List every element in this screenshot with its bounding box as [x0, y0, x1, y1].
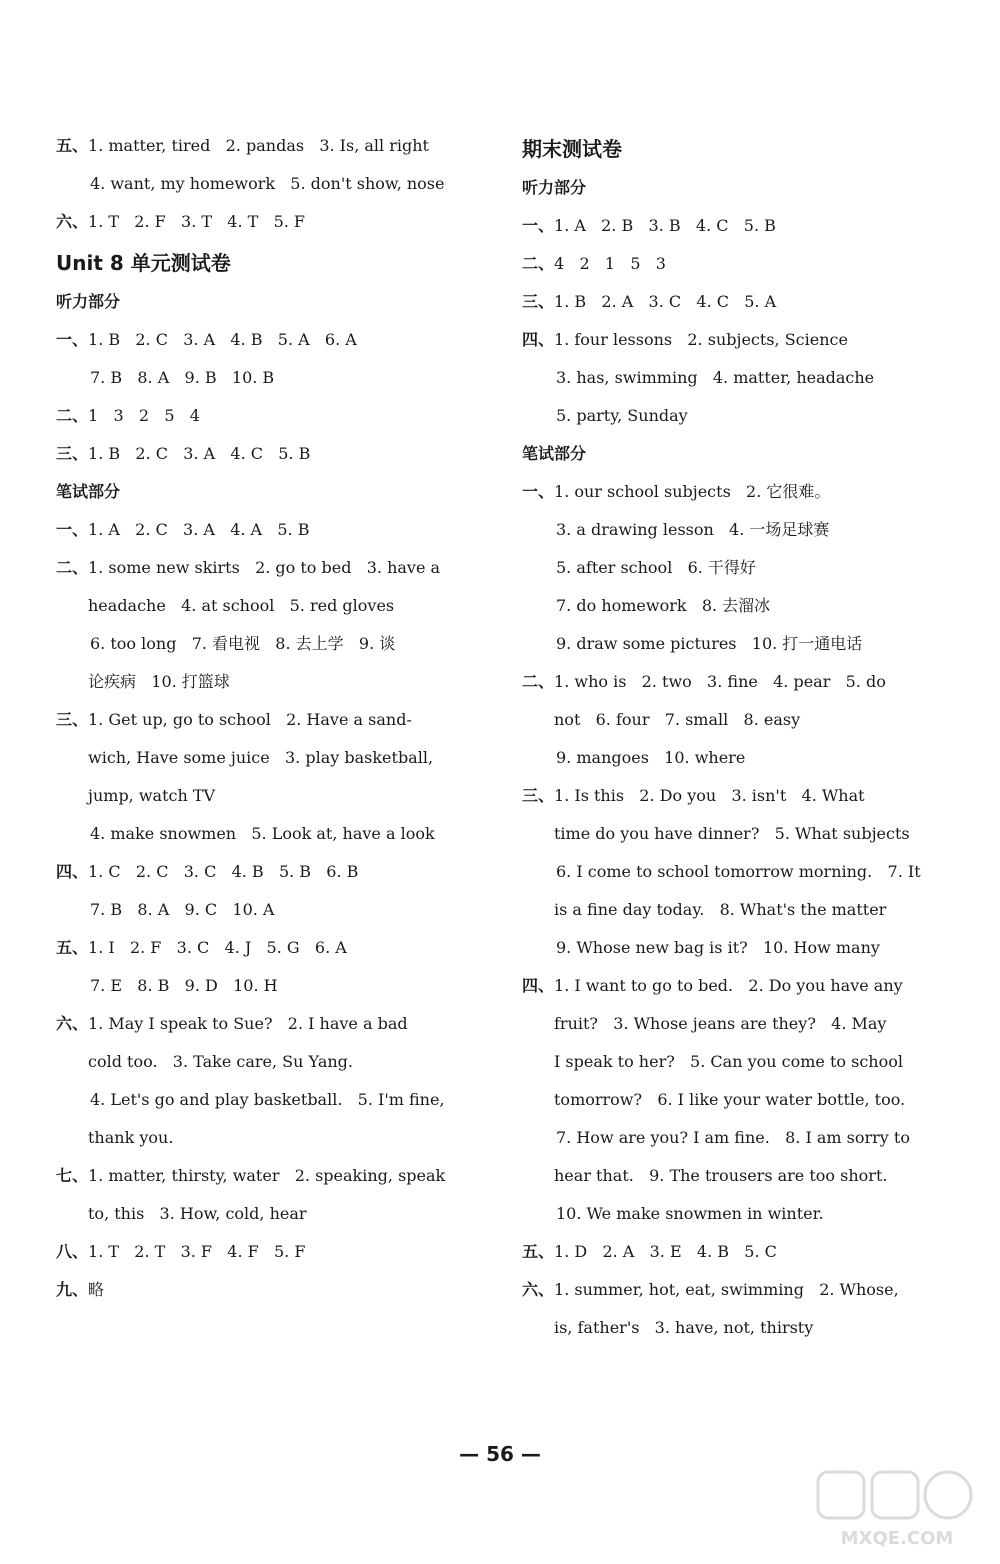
answer-line — [56, 625, 446, 663]
answer-line — [56, 891, 446, 929]
answer-line — [522, 1233, 902, 1271]
section-title: 期末测试卷 — [522, 137, 622, 161]
answer-line — [522, 777, 902, 815]
right-column — [522, 127, 921, 1347]
question-group-label: 六、 — [522, 1280, 555, 1299]
question-group-label: 四、 — [522, 330, 555, 349]
answer-line — [522, 473, 902, 511]
answer-text: headache 4. at school 5. red gloves — [88, 596, 395, 615]
answer-text: 7. E 8. B 9. D 10. H — [90, 976, 278, 995]
answer-text: 1. matter, thirsty, water 2. speaking, speak — [88, 1166, 446, 1185]
answer-line — [56, 777, 446, 815]
answer-line — [522, 587, 902, 625]
answer-line — [56, 1005, 446, 1043]
answer-line — [522, 815, 910, 853]
answer-line — [522, 283, 902, 321]
question-group-label: 六、 — [56, 1014, 89, 1033]
answer-text: 7. B 8. A 9. C 10. A — [90, 900, 275, 919]
answer-text: 1. matter, tired 2. pandas 3. Is, all right — [88, 136, 429, 155]
answer-text: 1. A 2. C 3. A 4. A 5. B — [88, 520, 310, 539]
answer-text: 1. B 2. C 3. A 4. B 5. A 6. A — [88, 330, 357, 349]
answer-line — [56, 663, 446, 701]
question-group-label: 一、 — [522, 482, 555, 501]
answer-text: 4. make snowmen 5. Look at, have a look — [90, 824, 435, 843]
answer-text: time do you have dinner? 5. What subjects — [554, 824, 910, 843]
answer-text: 1. I want to go to bed. 2. Do you have any — [554, 976, 903, 995]
answer-text: 5. after school 6. 干得好 — [556, 558, 756, 577]
answer-text: 1. B 2. A 3. C 4. C 5. A — [554, 292, 777, 311]
answer-line — [56, 1195, 446, 1233]
answer-text: 3. has, swimming 4. matter, headache — [556, 368, 875, 387]
answer-text: tomorrow? 6. I like your water bottle, too. — [554, 1090, 906, 1109]
answer-line — [522, 967, 902, 1005]
answer-text: 4. want, my homework 5. don't show, nose — [90, 174, 445, 193]
question-group-label: 五、 — [56, 136, 89, 155]
answer-text: 7. How are you? I am fine. 8. I am sorry to — [556, 1128, 910, 1147]
subsection-heading: 听力部分 — [56, 292, 121, 311]
answer-text: 6. I come to school tomorrow morning. 7. It — [556, 862, 921, 881]
answer-text: 9. Whose new bag is it? 10. How many — [556, 938, 880, 957]
answer-line — [522, 929, 902, 967]
subsection-heading: 笔试部分 — [56, 482, 121, 501]
answer-line — [522, 1043, 902, 1081]
answer-text: 4 2 1 5 3 — [554, 254, 666, 273]
answer-text: 5. party, Sunday — [556, 406, 688, 425]
answer-text: 9. draw some pictures 10. 打一通电话 — [556, 634, 863, 653]
section-title: Unit 8 单元测试卷 — [56, 251, 231, 275]
answer-line — [522, 321, 902, 359]
answer-line — [522, 207, 902, 245]
answer-line — [522, 245, 902, 283]
answer-line — [522, 625, 902, 663]
answer-text: 1. May I speak to Sue? 2. I have a bad — [88, 1014, 408, 1033]
answer-text: hear that. 9. The trousers are too short. — [554, 1166, 888, 1185]
answer-text: 1. D 2. A 3. E 4. B 5. C — [554, 1242, 777, 1261]
answer-text: is a fine day today. 8. What's the matter — [554, 900, 887, 919]
answer-text: 1. four lessons 2. subjects, Science — [554, 330, 848, 349]
subsection-heading: 笔试部分 — [522, 444, 587, 463]
question-group-label: 三、 — [522, 292, 555, 311]
question-group-label: 一、 — [56, 330, 89, 349]
answer-text: 1. T 2. T 3. F 4. F 5. F — [88, 1242, 306, 1261]
answer-text: 7. B 8. A 9. B 10. B — [90, 368, 275, 387]
svg-text:MXQE.COM: MXQE.COM — [840, 1528, 954, 1549]
question-group-label: 二、 — [56, 558, 89, 577]
answer-line — [522, 853, 921, 891]
question-group-label: 八、 — [56, 1242, 89, 1261]
answer-text: 1. I 2. F 3. C 4. J 5. G 6. A — [88, 938, 347, 957]
answer-line — [56, 1081, 446, 1119]
subsection-heading: 听力部分 — [522, 178, 587, 197]
answer-line — [522, 359, 902, 397]
question-group-label: 三、 — [56, 710, 89, 729]
answer-text: to, this 3. How, cold, hear — [88, 1204, 307, 1223]
answer-line — [56, 1157, 446, 1195]
answer-text: 1. summer, hot, eat, swimming 2. Whose, — [554, 1280, 899, 1299]
answer-text: 1. who is 2. two 3. fine 4. pear 5. do — [554, 672, 886, 691]
answer-line — [56, 435, 446, 473]
answer-line — [56, 511, 446, 549]
answer-line — [522, 701, 902, 739]
answer-text: 论疾病 10. 打篮球 — [88, 672, 230, 691]
left-column — [56, 127, 446, 1309]
answer-text: not 6. four 7. small 8. easy — [554, 710, 801, 729]
answer-text: 1. B 2. C 3. A 4. C 5. B — [88, 444, 311, 463]
question-group-label: 一、 — [522, 216, 555, 235]
answer-line — [522, 1157, 902, 1195]
answer-text: 1. Is this 2. Do you 3. isn't 4. What — [554, 786, 865, 805]
answer-line — [56, 359, 446, 397]
answer-text: fruit? 3. Whose jeans are they? 4. May — [554, 1014, 887, 1033]
question-group-label: 四、 — [56, 862, 89, 881]
question-group-label: 九、 — [56, 1280, 89, 1299]
answer-text: 1. T 2. F 3. T 4. T 5. F — [88, 212, 306, 231]
answer-text: jump, watch TV — [88, 786, 216, 805]
answer-line — [522, 891, 902, 929]
answer-line — [56, 549, 446, 587]
page-number: — 56 — — [459, 1442, 541, 1466]
answer-text: is, father's 3. have, not, thirsty — [554, 1318, 814, 1337]
answer-text: 1. our school subjects 2. 它很难。 — [554, 482, 831, 501]
answer-line — [522, 397, 902, 435]
answer-text: 1. A 2. B 3. B 4. C 5. B — [554, 216, 776, 235]
question-group-label: 四、 — [522, 976, 555, 995]
answer-line — [522, 1309, 902, 1347]
answer-text: thank you. — [88, 1128, 174, 1147]
answer-line — [522, 663, 902, 701]
question-group-label: 六、 — [56, 212, 89, 231]
answer-line — [522, 739, 902, 777]
answer-text: 3. a drawing lesson 4. 一场足球赛 — [556, 520, 830, 539]
answer-text: 6. too long 7. 看电视 8. 去上学 9. 谈 — [90, 634, 396, 653]
answer-text: 1 3 2 5 4 — [88, 406, 200, 425]
question-group-label: 三、 — [56, 444, 89, 463]
answer-text: wich, Have some juice 3. play basketball, — [88, 748, 434, 767]
question-group-label: 二、 — [522, 672, 555, 691]
answer-text: 1. C 2. C 3. C 4. B 5. B 6. B — [88, 862, 359, 881]
answer-line — [522, 1081, 906, 1119]
answer-line — [56, 815, 446, 853]
answer-line — [56, 321, 446, 359]
answer-line — [56, 203, 446, 241]
answer-text: cold too. 3. Take care, Su Yang. — [88, 1052, 353, 1071]
answer-line — [56, 739, 446, 777]
answer-line — [56, 1233, 446, 1271]
answer-line — [56, 853, 446, 891]
question-group-label: 七、 — [56, 1166, 89, 1185]
answer-line — [522, 511, 902, 549]
answer-line — [522, 549, 902, 587]
answer-line — [56, 1043, 446, 1081]
watermark-logo — [812, 1466, 982, 1554]
answer-text: 略 — [88, 1280, 105, 1299]
answer-text: 9. mangoes 10. where — [556, 748, 746, 767]
answer-line — [56, 929, 446, 967]
answer-line — [522, 1271, 902, 1309]
question-group-label: 五、 — [522, 1242, 555, 1261]
answer-text: 4. Let's go and play basketball. 5. I'm fine, — [90, 1090, 445, 1109]
answer-text: 7. do homework 8. 去溜冰 — [556, 596, 771, 615]
answer-line — [56, 1271, 446, 1309]
answer-line — [522, 1005, 902, 1043]
answer-line — [56, 127, 446, 165]
question-group-label: 五、 — [56, 938, 89, 957]
answer-line — [56, 1119, 446, 1157]
question-group-label: 二、 — [522, 254, 555, 273]
answer-line — [522, 1119, 910, 1157]
question-group-label: 三、 — [522, 786, 555, 805]
answer-text: 10. We make snowmen in winter. — [556, 1204, 824, 1223]
answer-text: 1. Get up, go to school 2. Have a sand- — [88, 710, 412, 729]
answer-line — [56, 397, 446, 435]
question-group-label: 二、 — [56, 406, 89, 425]
answer-line — [56, 587, 446, 625]
answer-line — [522, 1195, 902, 1233]
answer-text: I speak to her? 5. Can you come to school — [554, 1052, 903, 1071]
question-group-label: 一、 — [56, 520, 89, 539]
answer-line — [56, 165, 446, 203]
answer-line — [56, 967, 446, 1005]
answer-line — [56, 701, 446, 739]
answer-text: 1. some new skirts 2. go to bed 3. have a — [88, 558, 441, 577]
